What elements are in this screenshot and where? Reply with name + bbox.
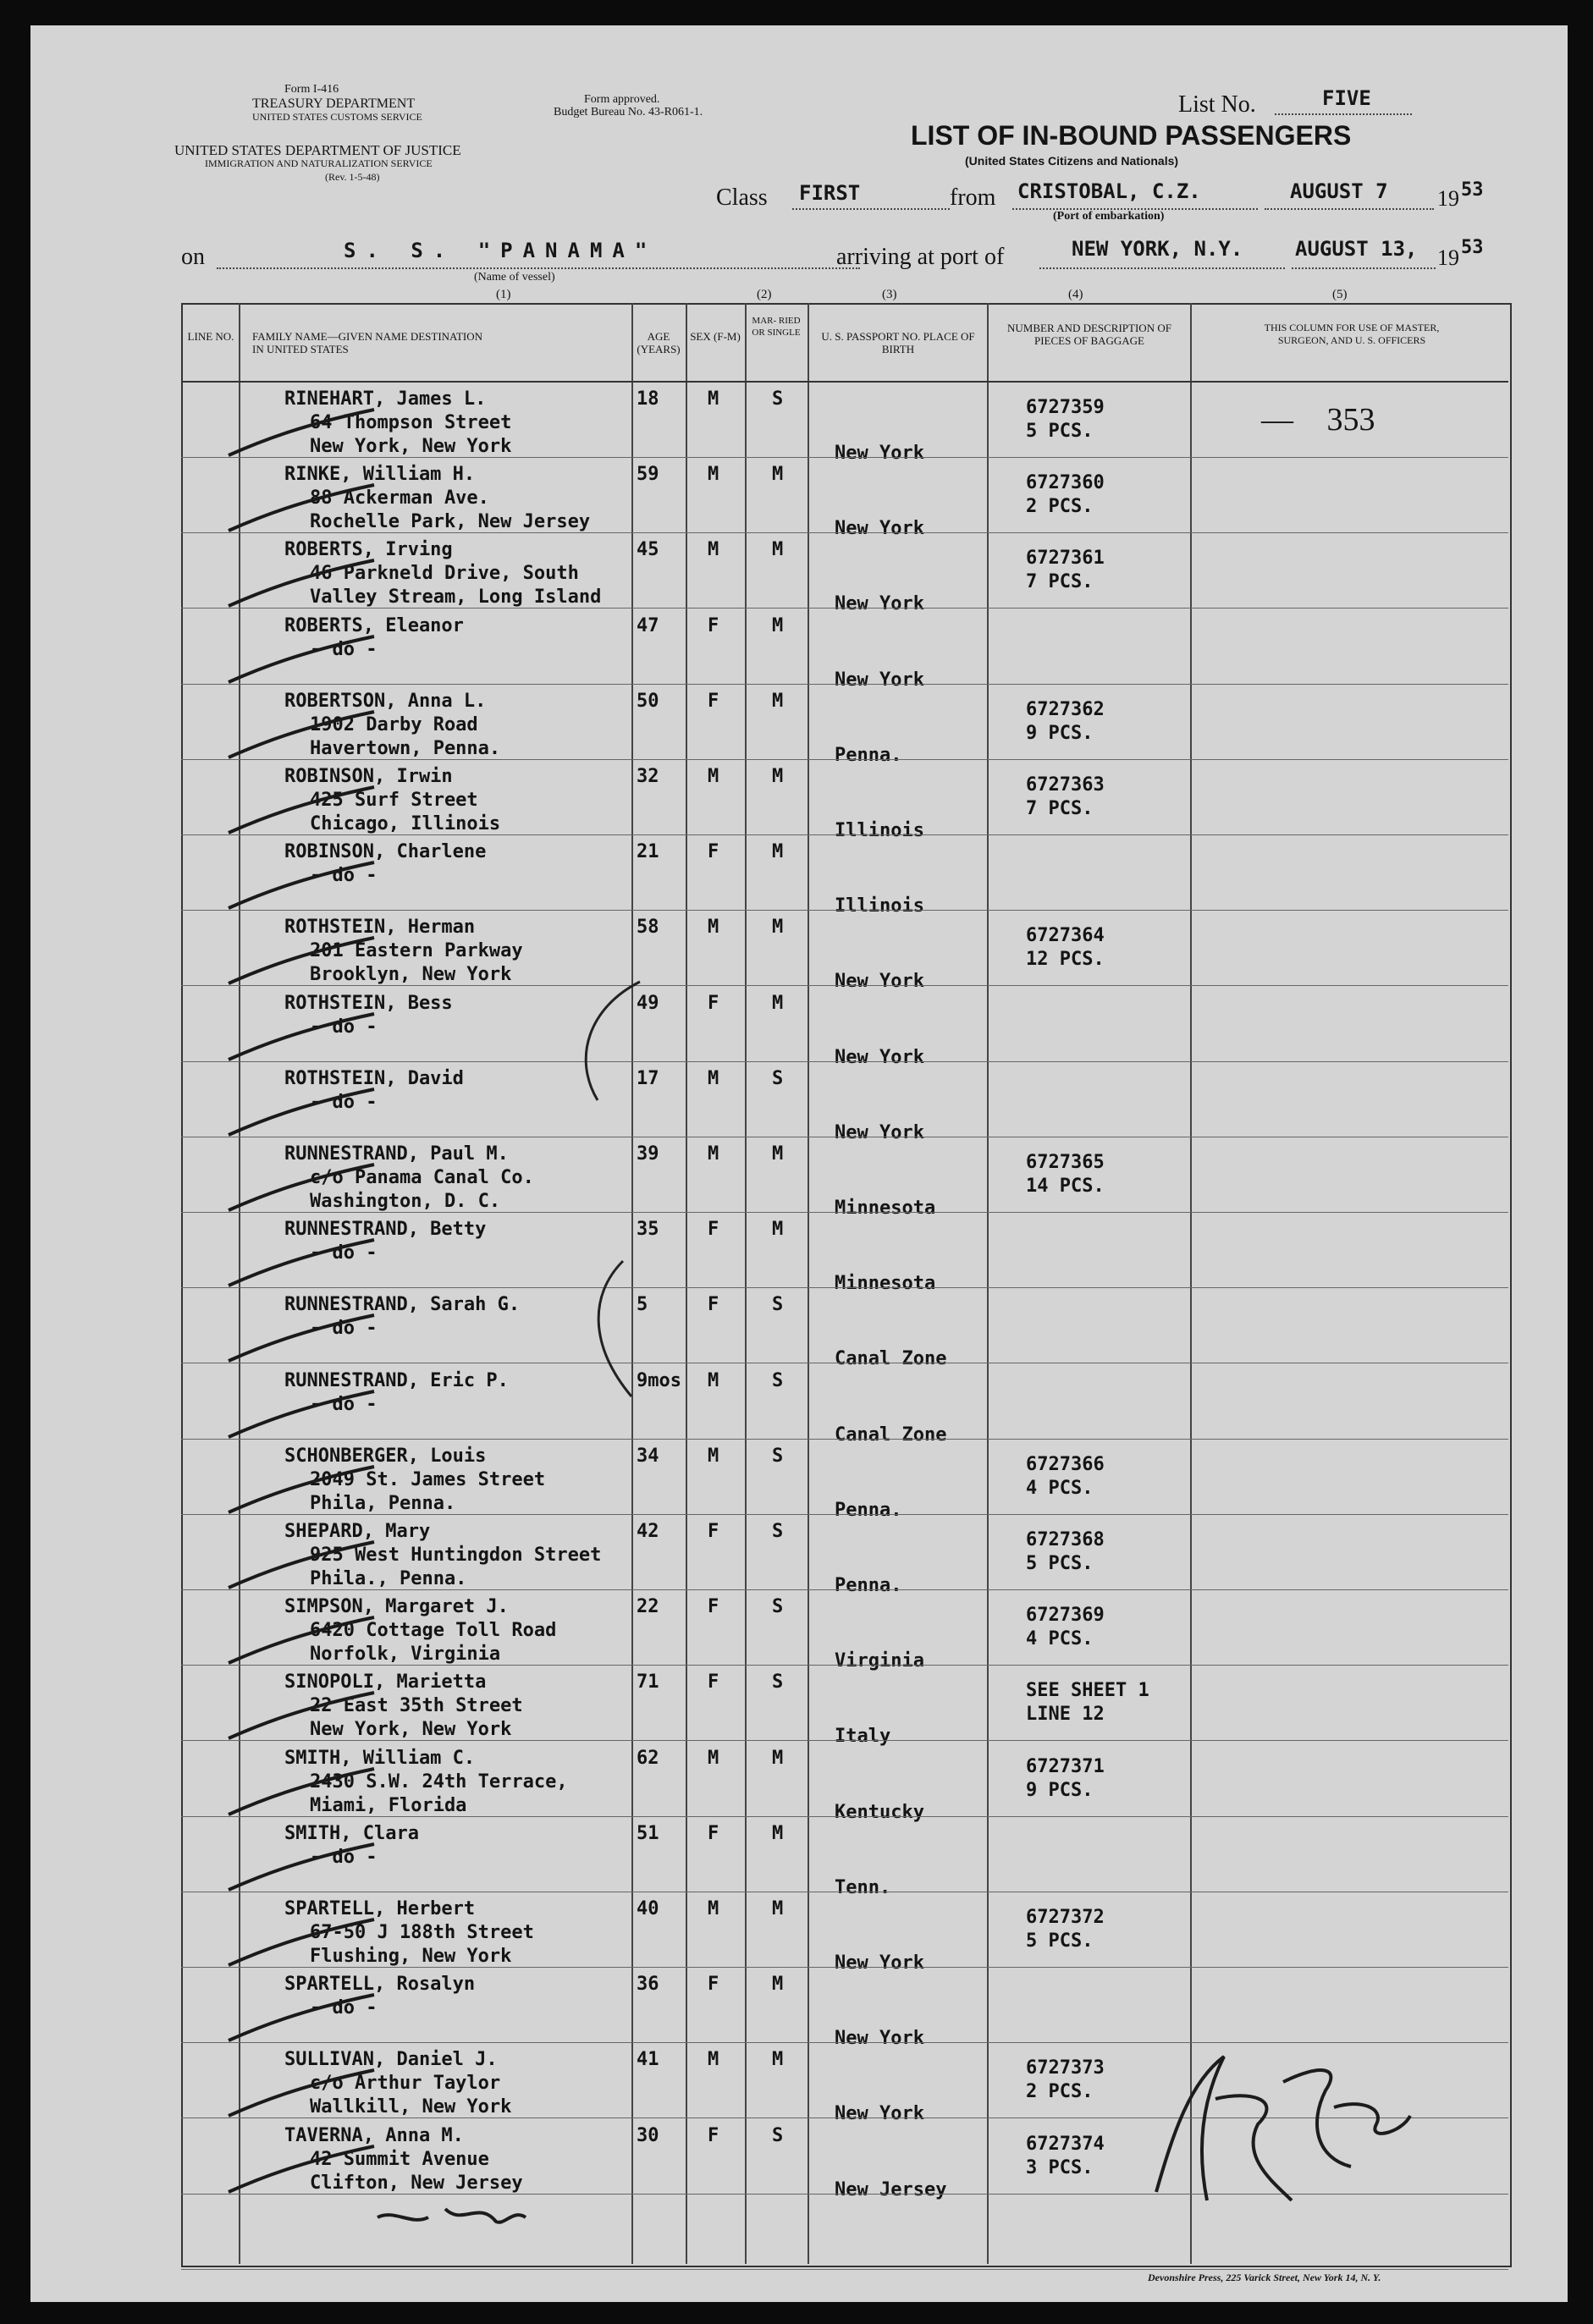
arrival-port: NEW YORK, N.Y.: [1072, 237, 1243, 261]
destination-line-1: c/o Panama Canal Co.: [310, 1167, 534, 1188]
check-mark: [225, 1616, 378, 1666]
place-of-birth: New York: [835, 1121, 924, 1143]
baggage-pieces: 2 PCS.: [1026, 2081, 1094, 2103]
age: 9mos: [637, 1369, 681, 1391]
baggage-pieces: 9 PCS.: [1026, 722, 1094, 744]
vessel-caption: (Name of vessel): [474, 271, 555, 284]
check-mark: [225, 1767, 378, 1818]
destination-line-2: Norfolk, Virginia: [310, 1644, 501, 1666]
sex: M: [708, 1143, 719, 1165]
marital-status: M: [772, 1974, 784, 1996]
sex: F: [708, 1219, 719, 1241]
baggage-pieces: 14 PCS.: [1026, 1176, 1105, 1197]
check-mark: [225, 1540, 378, 1591]
place-of-birth: New York: [835, 971, 924, 993]
destination-line-1: 1902 Darby Road: [310, 713, 478, 735]
destination-line-1: 925 West Huntingdon Street: [310, 1545, 602, 1566]
destination-line-1: - do -: [310, 1242, 378, 1264]
place-of-birth: New York: [835, 1952, 924, 1974]
sex: M: [708, 1898, 719, 1919]
marital-status: M: [772, 2049, 784, 2071]
passenger-name: RUNNESTRAND, Sarah G.: [284, 1294, 521, 1316]
check-mark: [225, 635, 378, 686]
destination-line-1: 22 East 35th Street: [310, 1695, 523, 1717]
marital-status: S: [772, 388, 784, 410]
age: 71: [637, 1671, 659, 1693]
table-row: [30, 1666, 1568, 1748]
passenger-name: SULLIVAN, Daniel J.: [284, 2049, 498, 2071]
age: 21: [637, 841, 659, 863]
baggage-pieces: 7 PCS.: [1026, 798, 1094, 819]
check-mark: [225, 483, 378, 534]
baggage-number: 6727366: [1026, 1453, 1105, 1475]
place-of-birth: Canal Zone: [835, 1348, 947, 1370]
depart-date-rule: [1265, 208, 1434, 210]
passenger-name: RUNNESTRAND, Betty: [284, 1219, 487, 1241]
baggage-number: 6727364: [1026, 925, 1105, 947]
baggage-pieces: 4 PCS.: [1026, 1477, 1094, 1499]
baggage-number: 6727373: [1026, 2057, 1105, 2079]
check-mark: [225, 710, 378, 761]
class-value: FIRST: [799, 181, 861, 205]
destination-line-1: c/o Arthur Taylor: [310, 2073, 501, 2095]
passenger-name: ROBINSON, Irwin: [284, 766, 453, 787]
check-mark: [225, 1390, 378, 1440]
passenger-name: SMITH, Clara: [284, 1822, 419, 1844]
officer-note: — 353: [1261, 402, 1375, 438]
passenger-name: SPARTELL, Rosalyn: [284, 1974, 476, 1996]
sex: F: [708, 1974, 719, 1996]
col-num-2: (2): [757, 288, 772, 301]
marital-status: S: [772, 1671, 784, 1693]
baggage-pieces: 5 PCS.: [1026, 1930, 1094, 1952]
marital-status: M: [772, 992, 784, 1014]
baggage-number: 6727374: [1026, 2133, 1105, 2155]
marital-status: M: [772, 1219, 784, 1241]
col-head-baggage: NUMBER AND DESCRIPTION OF PIECES OF BAGGAGE: [1007, 322, 1171, 347]
form-subtitle: (United States Citizens and Nationals): [965, 154, 1179, 168]
baggage-number: 6727371: [1026, 1755, 1105, 1777]
passenger-name: ROBERTSON, Anna L.: [284, 690, 487, 712]
passenger-name: RINKE, William H.: [284, 464, 476, 486]
marital-status: S: [772, 1445, 784, 1467]
marital-status: M: [772, 917, 784, 939]
passenger-name: SHEPARD, Mary: [284, 1521, 431, 1542]
destination-line-1: 425 Surf Street: [310, 790, 478, 811]
place-of-birth: New York: [835, 2103, 924, 2125]
age: 45: [637, 539, 659, 561]
age: 34: [637, 1445, 659, 1467]
marital-status: S: [772, 1369, 784, 1391]
marital-status: M: [772, 841, 784, 863]
destination-line-1: 46 Parkneld Drive, South: [310, 563, 579, 585]
sex: F: [708, 1822, 719, 1844]
table-row: [30, 1892, 1568, 1974]
destination-line-1: - do -: [310, 1016, 378, 1038]
sex: M: [708, 917, 719, 939]
col-head-name: FAMILY NAME—GIVEN NAME DESTINATION IN UNITED STATES: [252, 330, 483, 355]
place-of-birth: Penna.: [835, 744, 902, 766]
sex: F: [708, 992, 719, 1014]
table-row: [30, 1288, 1568, 1370]
place-of-birth: New York: [835, 1046, 924, 1068]
baggage-pieces: 12 PCS.: [1026, 949, 1105, 971]
arrival-port-rule: [1039, 267, 1285, 269]
sex: M: [708, 1369, 719, 1391]
passenger-name: ROTHSTEIN, Bess: [284, 992, 453, 1014]
passenger-name: SINOPOLI, Marietta: [284, 1671, 487, 1693]
place-of-birth: Minnesota: [835, 1198, 936, 1219]
baggage-number: 6727361: [1026, 548, 1105, 570]
passenger-name: SMITH, William C.: [284, 1747, 476, 1769]
age: 58: [637, 917, 659, 939]
sex: F: [708, 690, 719, 712]
col-head-sex: SEX (F-M): [690, 330, 741, 343]
sex: M: [708, 2049, 719, 2071]
marital-status: M: [772, 539, 784, 561]
age: 41: [637, 2049, 659, 2071]
baggage-number: 6727363: [1026, 774, 1105, 796]
place-of-birth: New York: [835, 518, 924, 540]
customs-heading: UNITED STATES CUSTOMS SERVICE: [252, 111, 422, 123]
age: 35: [637, 1219, 659, 1241]
baggage-number: 6727365: [1026, 1152, 1105, 1173]
arriving-label: arriving at port of: [836, 244, 1005, 270]
destination-line-1: 2430 S.W. 24th Terrace,: [310, 1771, 568, 1793]
destination-line-2: Valley Stream, Long Island: [310, 587, 602, 609]
baggage-number: 6727372: [1026, 1907, 1105, 1928]
from-label: from: [950, 184, 996, 211]
check-mark: [225, 559, 378, 609]
age: 30: [637, 2124, 659, 2146]
passenger-name: ROBERTS, Eleanor: [284, 614, 464, 636]
passenger-name: SCHONBERGER, Louis: [284, 1445, 487, 1467]
treasury-heading: TREASURY DEPARTMENT: [252, 96, 416, 111]
age: 32: [637, 766, 659, 787]
sex: M: [708, 1445, 719, 1467]
age: 62: [637, 1747, 659, 1769]
sex: F: [708, 1521, 719, 1542]
destination-line-1: 64 Thompson Street: [310, 412, 512, 433]
table-row: [30, 533, 1568, 615]
col-num-1: (1): [496, 288, 511, 301]
table-row: [30, 835, 1568, 917]
age: 39: [637, 1143, 659, 1165]
check-mark: [225, 1842, 378, 1893]
passenger-name: RINEHART, James L.: [284, 388, 487, 410]
check-mark: [225, 785, 378, 836]
form-title: LIST OF IN-BOUND PASSENGERS: [911, 120, 1352, 151]
budget-bureau: Budget Bureau No. 43-R061-1.: [554, 106, 703, 118]
check-mark: [225, 1238, 378, 1289]
destination-line-1: - do -: [310, 865, 378, 887]
destination-line-2: Clifton, New Jersey: [310, 2172, 523, 2194]
destination-line-2: Wallkill, New York: [310, 2096, 512, 2118]
table-row: [30, 458, 1568, 540]
destination-line-2: Washington, D. C.: [310, 1191, 501, 1212]
sex: M: [708, 1747, 719, 1769]
on-label: on: [181, 244, 205, 270]
place-of-birth: Kentucky: [835, 1801, 924, 1823]
from-value: CRISTOBAL, C.Z.: [1017, 179, 1201, 203]
marital-status: M: [772, 1822, 784, 1844]
check-mark: [225, 1163, 378, 1214]
check-mark: [225, 1313, 378, 1364]
check-mark: [225, 1993, 378, 2044]
table-row: [30, 987, 1568, 1068]
destination-line-1: 88 Ackerman Ave.: [310, 487, 489, 509]
destination-line-2: Flushing, New York: [310, 1946, 512, 1967]
destination-line-1: 2049 St. James Street: [310, 1468, 546, 1490]
baggage-pieces: 7 PCS.: [1026, 571, 1094, 593]
age: 40: [637, 1898, 659, 1919]
place-of-birth: New Jersey: [835, 2178, 947, 2200]
destination-line-2: Phila, Penna.: [310, 1492, 456, 1514]
age: 51: [637, 1822, 659, 1844]
port-embark-caption: (Port of embarkation): [1053, 210, 1165, 223]
marital-status: S: [772, 1294, 784, 1316]
baggage-pieces: 5 PCS.: [1026, 1553, 1094, 1574]
row-divider: [181, 2269, 1508, 2270]
age: 18: [637, 388, 659, 410]
age: 49: [637, 992, 659, 1014]
baggage-number: 6727368: [1026, 1529, 1105, 1550]
col-head-passport: U. S. PASSPORT NO. PLACE OF BIRTH: [821, 330, 975, 355]
justice-heading: UNITED STATES DEPARTMENT OF JUSTICE: [174, 142, 461, 158]
table-row: [30, 1213, 1568, 1295]
baggage-pieces: 3 PCS.: [1026, 2156, 1094, 2178]
manifest-sheet: [30, 25, 1568, 2302]
baggage-number: 6727362: [1026, 698, 1105, 720]
officer-note-number: 353: [1326, 402, 1375, 438]
baggage-pieces: 4 PCS.: [1026, 1628, 1094, 1650]
col-num-5: (5): [1332, 288, 1348, 301]
destination-line-1: 42 Summit Avenue: [310, 2148, 489, 2170]
check-mark: [225, 936, 378, 987]
baggage-pieces: 9 PCS.: [1026, 1779, 1094, 1801]
sex: F: [708, 2124, 719, 2146]
vessel-name: S. S. "PANAMA": [344, 239, 658, 262]
place-of-birth: New York: [835, 443, 924, 464]
col-head-married: MAR- RIED OR SINGLE: [752, 316, 801, 338]
place-of-birth: Penna.: [835, 1499, 902, 1521]
place-of-birth: Virginia: [835, 1650, 924, 1672]
destination-line-1: - do -: [310, 1846, 378, 1868]
ins-heading: IMMIGRATION AND NATURALIZATION SERVICE: [205, 157, 433, 169]
class-rule: [792, 208, 950, 210]
place-of-birth: Minnesota: [835, 1273, 936, 1295]
sex: F: [708, 1596, 719, 1618]
place-of-birth: New York: [835, 593, 924, 615]
form-number: Form I-416: [284, 83, 339, 96]
sex: M: [708, 464, 719, 486]
table-row: [30, 685, 1568, 766]
age: 47: [637, 614, 659, 636]
col-num-4: (4): [1068, 288, 1083, 301]
check-mark: [225, 2145, 378, 2195]
check-mark: [225, 2068, 378, 2119]
destination-line-2: Phila., Penna.: [310, 1568, 467, 1589]
revision: (Rev. 1-5-48): [325, 171, 380, 183]
place-of-birth: New York: [835, 669, 924, 691]
age: 42: [637, 1521, 659, 1542]
check-mark: [225, 408, 378, 459]
marital-status: M: [772, 1747, 784, 1769]
marital-status: M: [772, 766, 784, 787]
passenger-name: ROBERTS, Irving: [284, 539, 453, 561]
marital-status: M: [772, 690, 784, 712]
destination-line-2: New York, New York: [310, 1719, 512, 1741]
list-no-label: List No.: [1178, 91, 1256, 118]
list-no-value: FIVE: [1322, 86, 1371, 110]
destination-line-2: Havertown, Penna.: [310, 737, 501, 759]
marital-status: S: [772, 1521, 784, 1542]
destination-line-1: - do -: [310, 1393, 378, 1415]
pencil-curve: [538, 973, 657, 1413]
table-row: [30, 1364, 1568, 1446]
sex: F: [708, 1671, 719, 1693]
form-approved: Form approved.: [584, 93, 660, 106]
marital-status: M: [772, 614, 784, 636]
sex: F: [708, 841, 719, 863]
inspector-signature: [1122, 2031, 1427, 2226]
table-row: [30, 1817, 1568, 1898]
passenger-name: RUNNESTRAND, Paul M.: [284, 1143, 509, 1165]
table-row: [30, 1137, 1568, 1219]
col-head-age: AGE (YEARS): [637, 330, 681, 355]
depart-year-prefix: 19: [1437, 186, 1459, 211]
table-row: [30, 911, 1568, 993]
destination-line-2: Brooklyn, New York: [310, 964, 512, 986]
baggage-pieces: LINE 12: [1026, 1704, 1105, 1726]
vessel-rule: [217, 267, 860, 269]
passenger-name: SPARTELL, Herbert: [284, 1898, 476, 1919]
depart-date: AUGUST 7: [1290, 179, 1388, 203]
sex: M: [708, 539, 719, 561]
passenger-name: TAVERNA, Anna M.: [284, 2124, 464, 2146]
baggage-number: 6727369: [1026, 1605, 1105, 1627]
arrival-year: 53: [1461, 237, 1484, 258]
table-row: [30, 1590, 1568, 1672]
col-num-3: (3): [882, 288, 897, 301]
destination-line-1: - do -: [310, 1318, 378, 1340]
baggage-number: 6727360: [1026, 472, 1105, 494]
destination-line-1: - do -: [310, 638, 378, 660]
passenger-name: ROBINSON, Charlene: [284, 841, 487, 863]
destination-line-1: - do -: [310, 1091, 378, 1113]
arrival-date: AUGUST 13,: [1295, 237, 1418, 261]
place-of-birth: Illinois: [835, 895, 924, 917]
age: 5: [637, 1294, 648, 1316]
table-row: [30, 760, 1568, 841]
list-no-rule: [1275, 113, 1412, 115]
check-mark: [225, 1012, 378, 1063]
arrival-year-prefix: 19: [1437, 245, 1459, 270]
table-row: [30, 1515, 1568, 1596]
destination-line-2: Chicago, Illinois: [310, 813, 501, 834]
pencil-mark: [369, 2192, 538, 2243]
destination-line-1: 6420 Cottage Toll Road: [310, 1620, 557, 1642]
marital-status: S: [772, 1596, 784, 1618]
age: 36: [637, 1974, 659, 1996]
table-row: [30, 1742, 1568, 1823]
destination-line-2: Rochelle Park, New Jersey: [310, 511, 591, 533]
place-of-birth: Tenn.: [835, 1876, 891, 1898]
destination-line-2: New York, New York: [310, 436, 512, 457]
place-of-birth: New York: [835, 2028, 924, 2050]
marital-status: S: [772, 2124, 784, 2146]
marital-status: M: [772, 1898, 784, 1919]
destination-line-1: 67-50 J 188th Street: [310, 1922, 534, 1943]
sex: F: [708, 1294, 719, 1316]
passenger-name: RUNNESTRAND, Eric P.: [284, 1369, 509, 1391]
table-row: [30, 1062, 1568, 1143]
place-of-birth: Illinois: [835, 820, 924, 841]
age: 17: [637, 1067, 659, 1089]
sex: M: [708, 766, 719, 787]
check-mark: [225, 1088, 378, 1138]
destination-line-1: 201 Eastern Parkway: [310, 940, 523, 962]
passenger-name: SIMPSON, Margaret J.: [284, 1596, 509, 1618]
col-head-officers: THIS COLUMN FOR USE OF MASTER, SURGEON, AND U. S. OFFICERS: [1264, 322, 1440, 346]
destination-line-2: Miami, Florida: [310, 1794, 467, 1816]
check-mark: [225, 1691, 378, 1742]
passenger-name: ROTHSTEIN, David: [284, 1067, 464, 1089]
place-of-birth: Italy: [835, 1726, 891, 1748]
depart-year: 53: [1461, 179, 1484, 201]
printer-imprint: Devonshire Press, 225 Varick Street, New York 14, N. Y.: [1148, 2272, 1381, 2283]
table-row: [30, 609, 1568, 691]
age: 59: [637, 464, 659, 486]
age: 50: [637, 690, 659, 712]
check-mark: [225, 1465, 378, 1516]
place-of-birth: Penna.: [835, 1575, 902, 1596]
class-label: Class: [716, 184, 768, 211]
marital-status: M: [772, 1143, 784, 1165]
sex: M: [708, 388, 719, 410]
marital-status: M: [772, 464, 784, 486]
destination-line-1: - do -: [310, 1997, 378, 2019]
baggage-number: SEE SHEET 1: [1026, 1680, 1149, 1702]
age: 22: [637, 1596, 659, 1618]
arrival-date-rule: [1292, 267, 1436, 269]
check-mark: [225, 861, 378, 911]
sex: F: [708, 614, 719, 636]
passenger-name: ROTHSTEIN, Herman: [284, 917, 476, 939]
sex: M: [708, 1067, 719, 1089]
check-mark: [225, 1918, 378, 1969]
baggage-pieces: 2 PCS.: [1026, 496, 1094, 518]
baggage-number: 6727359: [1026, 397, 1105, 418]
baggage-pieces: 5 PCS.: [1026, 421, 1094, 442]
table-row: [30, 1440, 1568, 1521]
marital-status: S: [772, 1067, 784, 1089]
col-head-line: LINE NO.: [187, 330, 234, 343]
place-of-birth: Canal Zone: [835, 1424, 947, 1446]
